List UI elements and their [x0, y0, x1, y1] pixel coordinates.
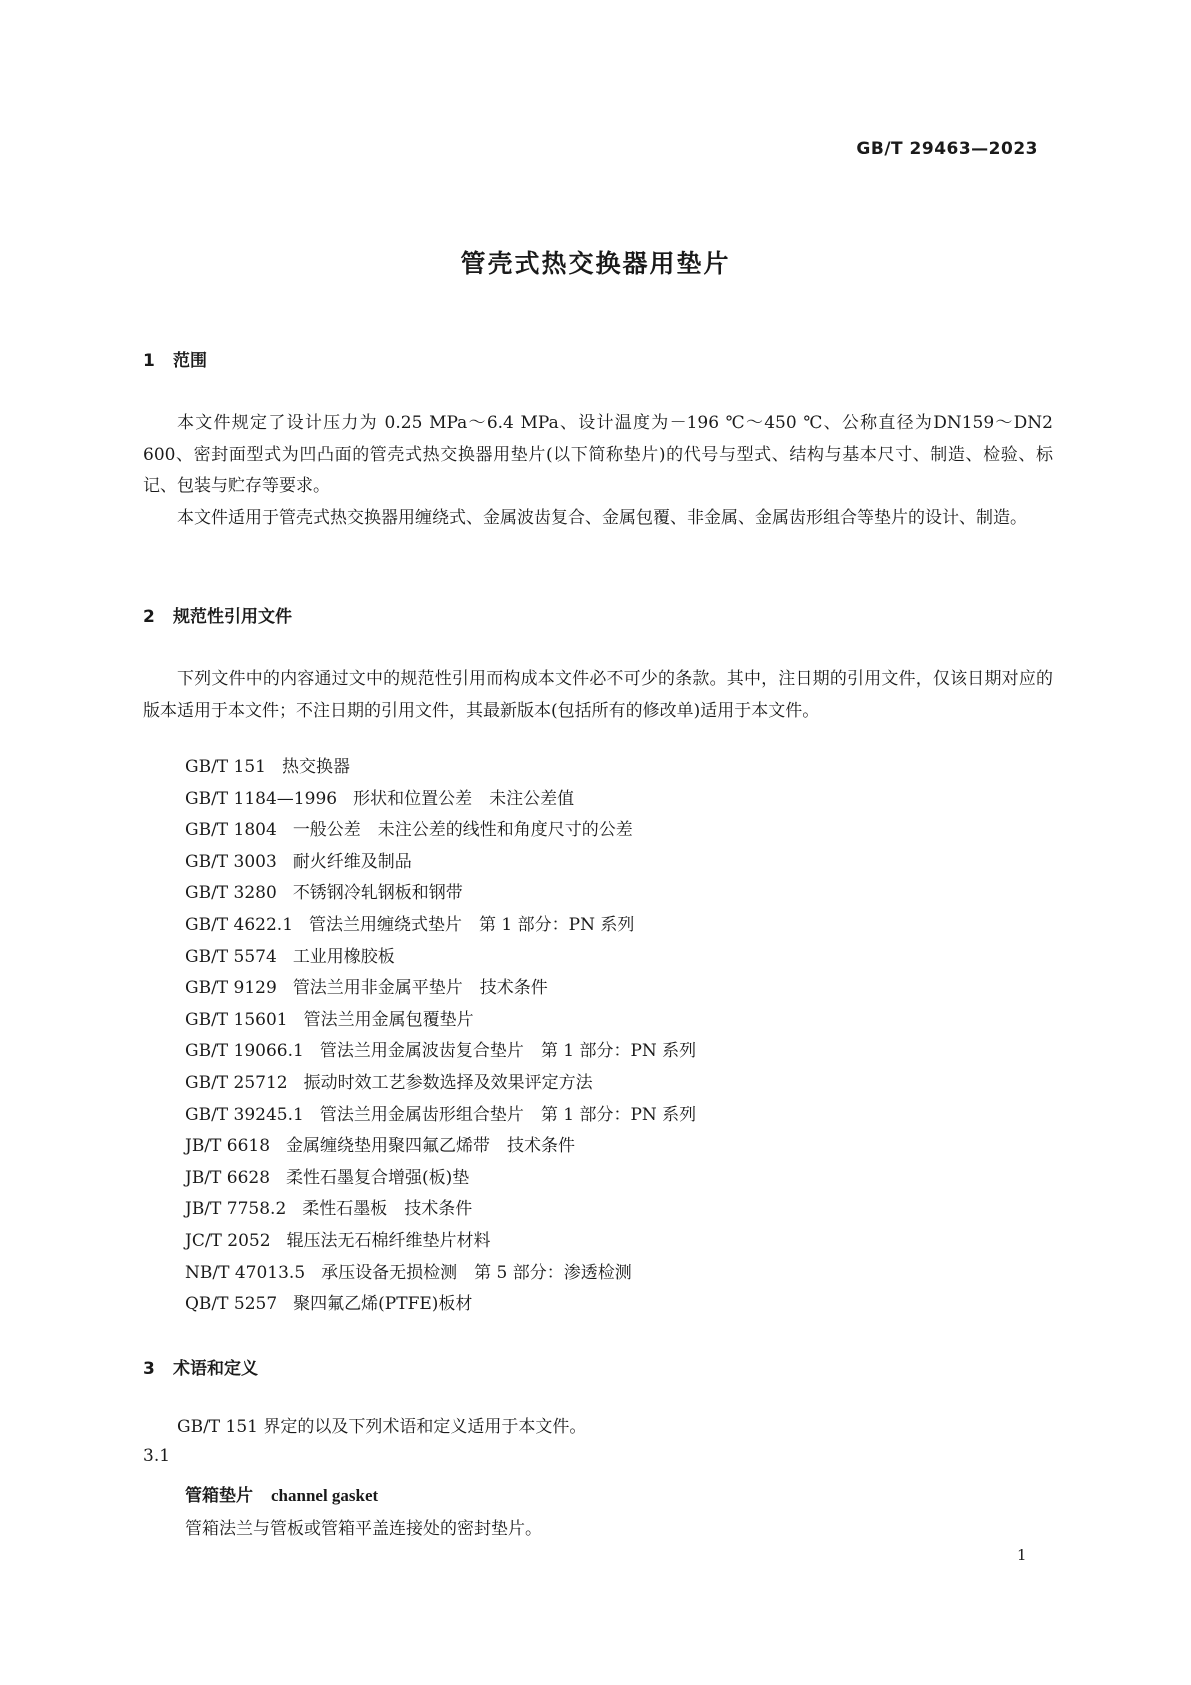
section-number: 3 [143, 1359, 155, 1379]
paragraph: GB/T 151 界定的以及下列术语和定义适用于本文件。 [177, 1417, 587, 1437]
reference-title: 管法兰用金属齿形组合垫片 第 1 部分：PN 系列 [319, 1104, 697, 1125]
section-title: 范围 [173, 351, 207, 371]
reference-title: 管法兰用金属波齿复合垫片 第 1 部分：PN 系列 [319, 1041, 697, 1062]
reference-code: JB/T 6618 [185, 1136, 271, 1157]
section-1-heading [143, 346, 207, 371]
section-number: 2 [143, 607, 155, 627]
section-title: 规范性引用文件 [173, 607, 292, 627]
reference-code: GB/T 151 [185, 757, 266, 777]
reference-title: 一般公差 未注公差的线性和角度尺寸的公差 [292, 820, 633, 841]
reference-code: GB/T 4622.1 [185, 914, 294, 935]
reference-item [185, 1226, 696, 1258]
section-2-body [143, 664, 1053, 727]
reference-item [185, 784, 696, 816]
reference-item [185, 942, 696, 974]
reference-item [185, 752, 696, 784]
reference-code: JC/T 2052 [185, 1230, 271, 1251]
reference-code: GB/T 5574 [185, 946, 277, 967]
reference-code: GB/T 15601 [185, 1009, 288, 1030]
reference-title: 管法兰用缠绕式垫片 第 1 部分：PN 系列 [309, 914, 635, 935]
section-1-body [143, 408, 1053, 534]
reference-title: 热交换器 [282, 757, 350, 777]
normative-references-list [185, 752, 696, 1321]
paragraph: 下列文件中的内容通过文中的规范性引用而构成本文件必不可少的条款。其中，注日期的引用文件，仅该日期对应的版本适用于本文件；不注日期的引用文件，其最新版本(包括所有的修改单)适用于本文件。 [143, 669, 1053, 721]
reference-item [185, 1258, 696, 1290]
reference-item [185, 847, 696, 879]
reference-code: GB/T 9129 [185, 978, 277, 999]
reference-code: GB/T 39245.1 [185, 1104, 304, 1125]
reference-title: 柔性石墨板 技术条件 [302, 1199, 473, 1220]
reference-code: NB/T 47013.5 [185, 1262, 306, 1283]
reference-item [185, 910, 696, 942]
reference-code: GB/T 25712 [185, 1072, 288, 1093]
reference-code: QB/T 5257 [185, 1294, 278, 1315]
reference-item [185, 1289, 696, 1321]
reference-title: 振动时效工艺参数选择及效果评定方法 [303, 1072, 593, 1093]
paragraph: 本文件适用于管壳式热交换器用缠绕式、金属波齿复合、金属包覆、非金属、金属齿形组合等垫片的设计、制造。 [177, 507, 1027, 528]
reference-title: 工业用橡胶板 [292, 946, 395, 967]
term-definition: 管箱法兰与管板或管箱平盖连接处的密封垫片。 [185, 1519, 542, 1539]
reference-item [185, 1163, 696, 1195]
reference-title: 承压设备无损检测 第 5 部分：渗透检测 [321, 1262, 632, 1283]
term-number: 3.1 [143, 1446, 171, 1466]
paragraph: 本文件规定了设计压力为 0.25 MPa～6.4 MPa、设计温度为－196 ℃～450 ℃、公称直径为DN159～DN2 600、密封面型式为凹凸面的管壳式热交换器用垫片(以下简称垫片)的代号与型式、结构与基本尺寸、制造、检验、标记、包装与贮存等要求。 [143, 413, 1053, 496]
section-title: 术语和定义 [173, 1359, 258, 1379]
reference-title: 柔性石墨复合增强(板)垫 [286, 1167, 470, 1188]
reference-item [185, 1194, 696, 1226]
reference-code: GB/T 19066.1 [185, 1041, 304, 1062]
reference-item [185, 973, 696, 1005]
term-chinese: 管箱垫片 [185, 1486, 253, 1506]
reference-item [185, 1068, 696, 1100]
reference-title: 管法兰用金属包覆垫片 [303, 1009, 474, 1030]
section-3-heading [143, 1354, 258, 1379]
reference-code: JB/T 7758.2 [185, 1199, 287, 1220]
reference-title: 金属缠绕垫用聚四氟乙烯带 技术条件 [286, 1136, 576, 1157]
reference-title: 辊压法无石棉纤维垫片材料 [286, 1230, 491, 1251]
document-title: 管壳式热交换器用垫片 [460, 249, 731, 278]
standard-number: GB/T 29463—2023 [856, 139, 1038, 159]
reference-code: GB/T 3003 [185, 851, 277, 872]
reference-code: JB/T 6628 [185, 1167, 271, 1188]
section-number: 1 [143, 351, 155, 371]
reference-code: GB/T 3280 [185, 883, 277, 904]
reference-item [185, 878, 696, 910]
section-2-heading [143, 602, 292, 627]
reference-title: 管法兰用非金属平垫片 技术条件 [292, 978, 548, 999]
section-3-body [143, 1412, 1053, 1444]
reference-code: GB/T 1804 [185, 820, 277, 841]
reference-code: GB/T 1184—1996 [185, 788, 338, 809]
reference-title: 形状和位置公差 未注公差值 [353, 788, 575, 809]
term-entry [185, 1481, 378, 1506]
reference-item [185, 1036, 696, 1068]
reference-item [185, 815, 696, 847]
reference-title: 聚四氟乙烯(PTFE)板材 [293, 1294, 473, 1315]
reference-title: 耐火纤维及制品 [292, 851, 412, 872]
term-english: channel gasket [271, 1486, 379, 1505]
page-number: 1 [1017, 1546, 1027, 1564]
reference-item [185, 1131, 696, 1163]
reference-title: 不锈钢冷轧钢板和钢带 [292, 883, 463, 904]
reference-item [185, 1005, 696, 1037]
reference-item [185, 1100, 696, 1132]
